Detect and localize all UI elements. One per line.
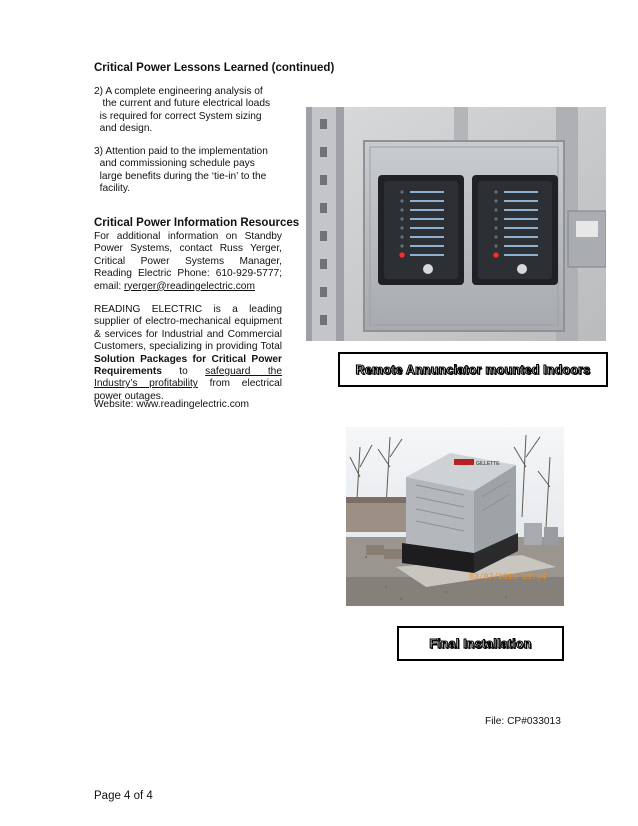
lesson-item-3-line: 3) Attention paid to the implementation: [94, 146, 268, 157]
about-underlined-text: safeguard the Industry’s profitability: [94, 366, 282, 390]
annunciator-panel-photo: [306, 107, 606, 341]
about-text-3: from electrical power outages.: [94, 378, 283, 402]
generator-brand-label: GILLETTE: [476, 461, 500, 467]
lesson-item-3: [94, 146, 309, 196]
website-line: Website: www.readingelectric.com: [94, 399, 249, 410]
lesson-item-3-line: and commissioning schedule pays: [94, 158, 255, 170]
lesson-item-3-line: facility.: [94, 183, 131, 195]
lesson-item-2-line: is required for correct System sizing: [94, 110, 262, 122]
resources-text: For additional information on Standby Power Systems, contact Russ Yerger, Critical Power Systems Manager, Reading Electric Phone: 610-929-5777;: [94, 231, 282, 280]
photo1-caption-box: [338, 352, 608, 387]
email-label: email:: [94, 280, 125, 292]
about-text-1: READING ELECTRIC is a leading supplier of electro-mechanical equipment & services for Industrial and Commercial Customers, specializing in providing Total: [94, 304, 282, 353]
email-link[interactable]: ryerger@readingelectric.com: [124, 280, 255, 292]
resources-paragraph: [94, 231, 282, 293]
lesson-item-3-line: large benefits during the ‘tie-in’ to the: [94, 170, 267, 182]
about-bold-text: Solution Packages for Critical Power Requirements: [94, 353, 282, 378]
lesson-item-2-line: and design.: [94, 123, 153, 135]
photo2-caption-box: [397, 626, 564, 661]
lesson-item-2-line: 2) A complete engineering analysis of: [94, 86, 263, 97]
photo2-caption: Final Installation: [429, 636, 532, 651]
generator-photo-svg: [346, 427, 564, 606]
photo-timestamp: 03/07/2013 13:34: [469, 573, 546, 582]
lesson-item-2: [94, 86, 309, 136]
annunciator-panel-photo-svg: [306, 107, 606, 341]
lesson-item-2-line: the current and future electrical loads: [94, 98, 271, 110]
photo1-caption: Remote Annunciator mounted Indoors: [355, 362, 591, 377]
generator-photo: [346, 427, 564, 606]
section-heading-continued: Critical Power Lessons Learned (continued): [94, 62, 335, 74]
page-footer: Page 4 of 4: [94, 790, 153, 802]
resources-heading: Critical Power Information Resources: [94, 217, 300, 229]
file-reference: File: CP#033013: [485, 716, 561, 727]
about-text-2: to: [161, 366, 206, 378]
about-paragraph: [94, 304, 282, 403]
